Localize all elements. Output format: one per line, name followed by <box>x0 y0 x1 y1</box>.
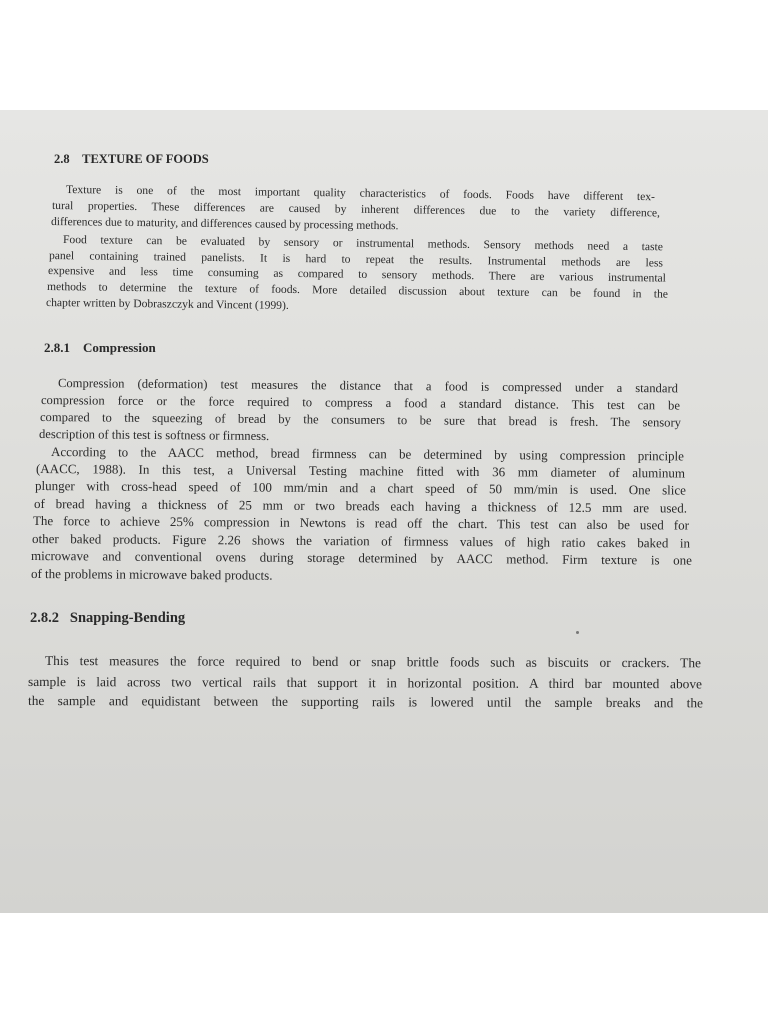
section-title: Compression <box>83 340 156 355</box>
paragraph-line: the sample and equidistant between the supporting rails is lowered until the sample breaks and the <box>27 693 704 711</box>
paragraph-line: chapter written by Dobraszczyk and Vincent (1999). <box>45 296 289 312</box>
paragraph-line: of bread having a thickness of 25 mm or two breads each having a thickness of 12.5 mm are used. <box>33 496 688 516</box>
section-number: 2.8 <box>54 152 70 166</box>
paragraph-line: This test measures the force required to bend or snap brittle foods such as biscuits or crackers. The <box>44 653 702 671</box>
section-heading <box>30 611 185 626</box>
paragraph-line: description of this test is softness or firmness. <box>38 427 270 444</box>
paragraph-line: methods to determine the texture of foods. More detailed discussion about texture can be found in the <box>46 280 669 301</box>
section-number: 2.8.1 <box>44 340 70 355</box>
paragraph-line: microwave and conventional ovens during storage determined by AACC method. Firm texture is one <box>30 548 693 568</box>
paragraph-line: panel containing trained panelists. It is hard to repeat the results. Instrumental methods are less <box>48 249 664 270</box>
section-heading <box>44 341 156 354</box>
paragraph-line: other baked products. Figure 2.26 shows the variation of firmness values of high ratio cakes baked in <box>31 531 691 551</box>
paragraph-line: expensive and less time consuming as compared to sensory methods. There are various instrumental <box>47 264 667 285</box>
paragraph-line: compared to the squeezing of bread by the consumers to be sure that bread is fresh. The sensory <box>39 410 682 430</box>
paragraph-line: According to the AACC method, bread firmness can be determined by using compression principle <box>50 444 685 464</box>
paragraph-line: compression force or the force required to compress a food a standard distance. This test can be <box>40 393 681 413</box>
paragraph-line: tural properties. These differences are caused by inherent differences due to the variety difference, <box>51 199 661 220</box>
paragraph-line: sample is laid across two vertical rails that support it in horizontal position. A third bar mounted above <box>27 674 703 692</box>
paragraph-line: Food texture can be evaluated by sensory or instrumental methods. Sensory methods need a taste <box>62 233 664 254</box>
paragraph-line: of the problems in microwave baked products. <box>30 566 273 583</box>
section-number: 2.8.2 <box>30 610 59 626</box>
paragraph-line: plunger with cross-head speed of 100 mm/min and a chart speed of 50 mm/min is used. One slice <box>34 478 687 498</box>
paragraph-line: Texture is one of the most important quality characteristics of foods. Foods have different tex- <box>65 183 656 204</box>
section-title: Snapping-Bending <box>69 610 186 626</box>
paper-speck <box>576 631 579 634</box>
paragraph-line: (AACC, 1988). In this test, a Universal Testing machine fitted with 36 mm diameter of aluminum <box>35 461 686 481</box>
paragraph-line: Compression (deformation) test measures the distance that a food is compressed under a standard <box>57 376 679 396</box>
section-title: TEXTURE OF FOODS <box>82 152 209 166</box>
paragraph-line: The force to achieve 25% compression in Newtons is read off the chart. This test can also be used for <box>32 513 690 533</box>
paragraph-line: differences due to maturity, and differences caused by processing methods. <box>50 215 399 233</box>
section-heading <box>54 153 209 166</box>
